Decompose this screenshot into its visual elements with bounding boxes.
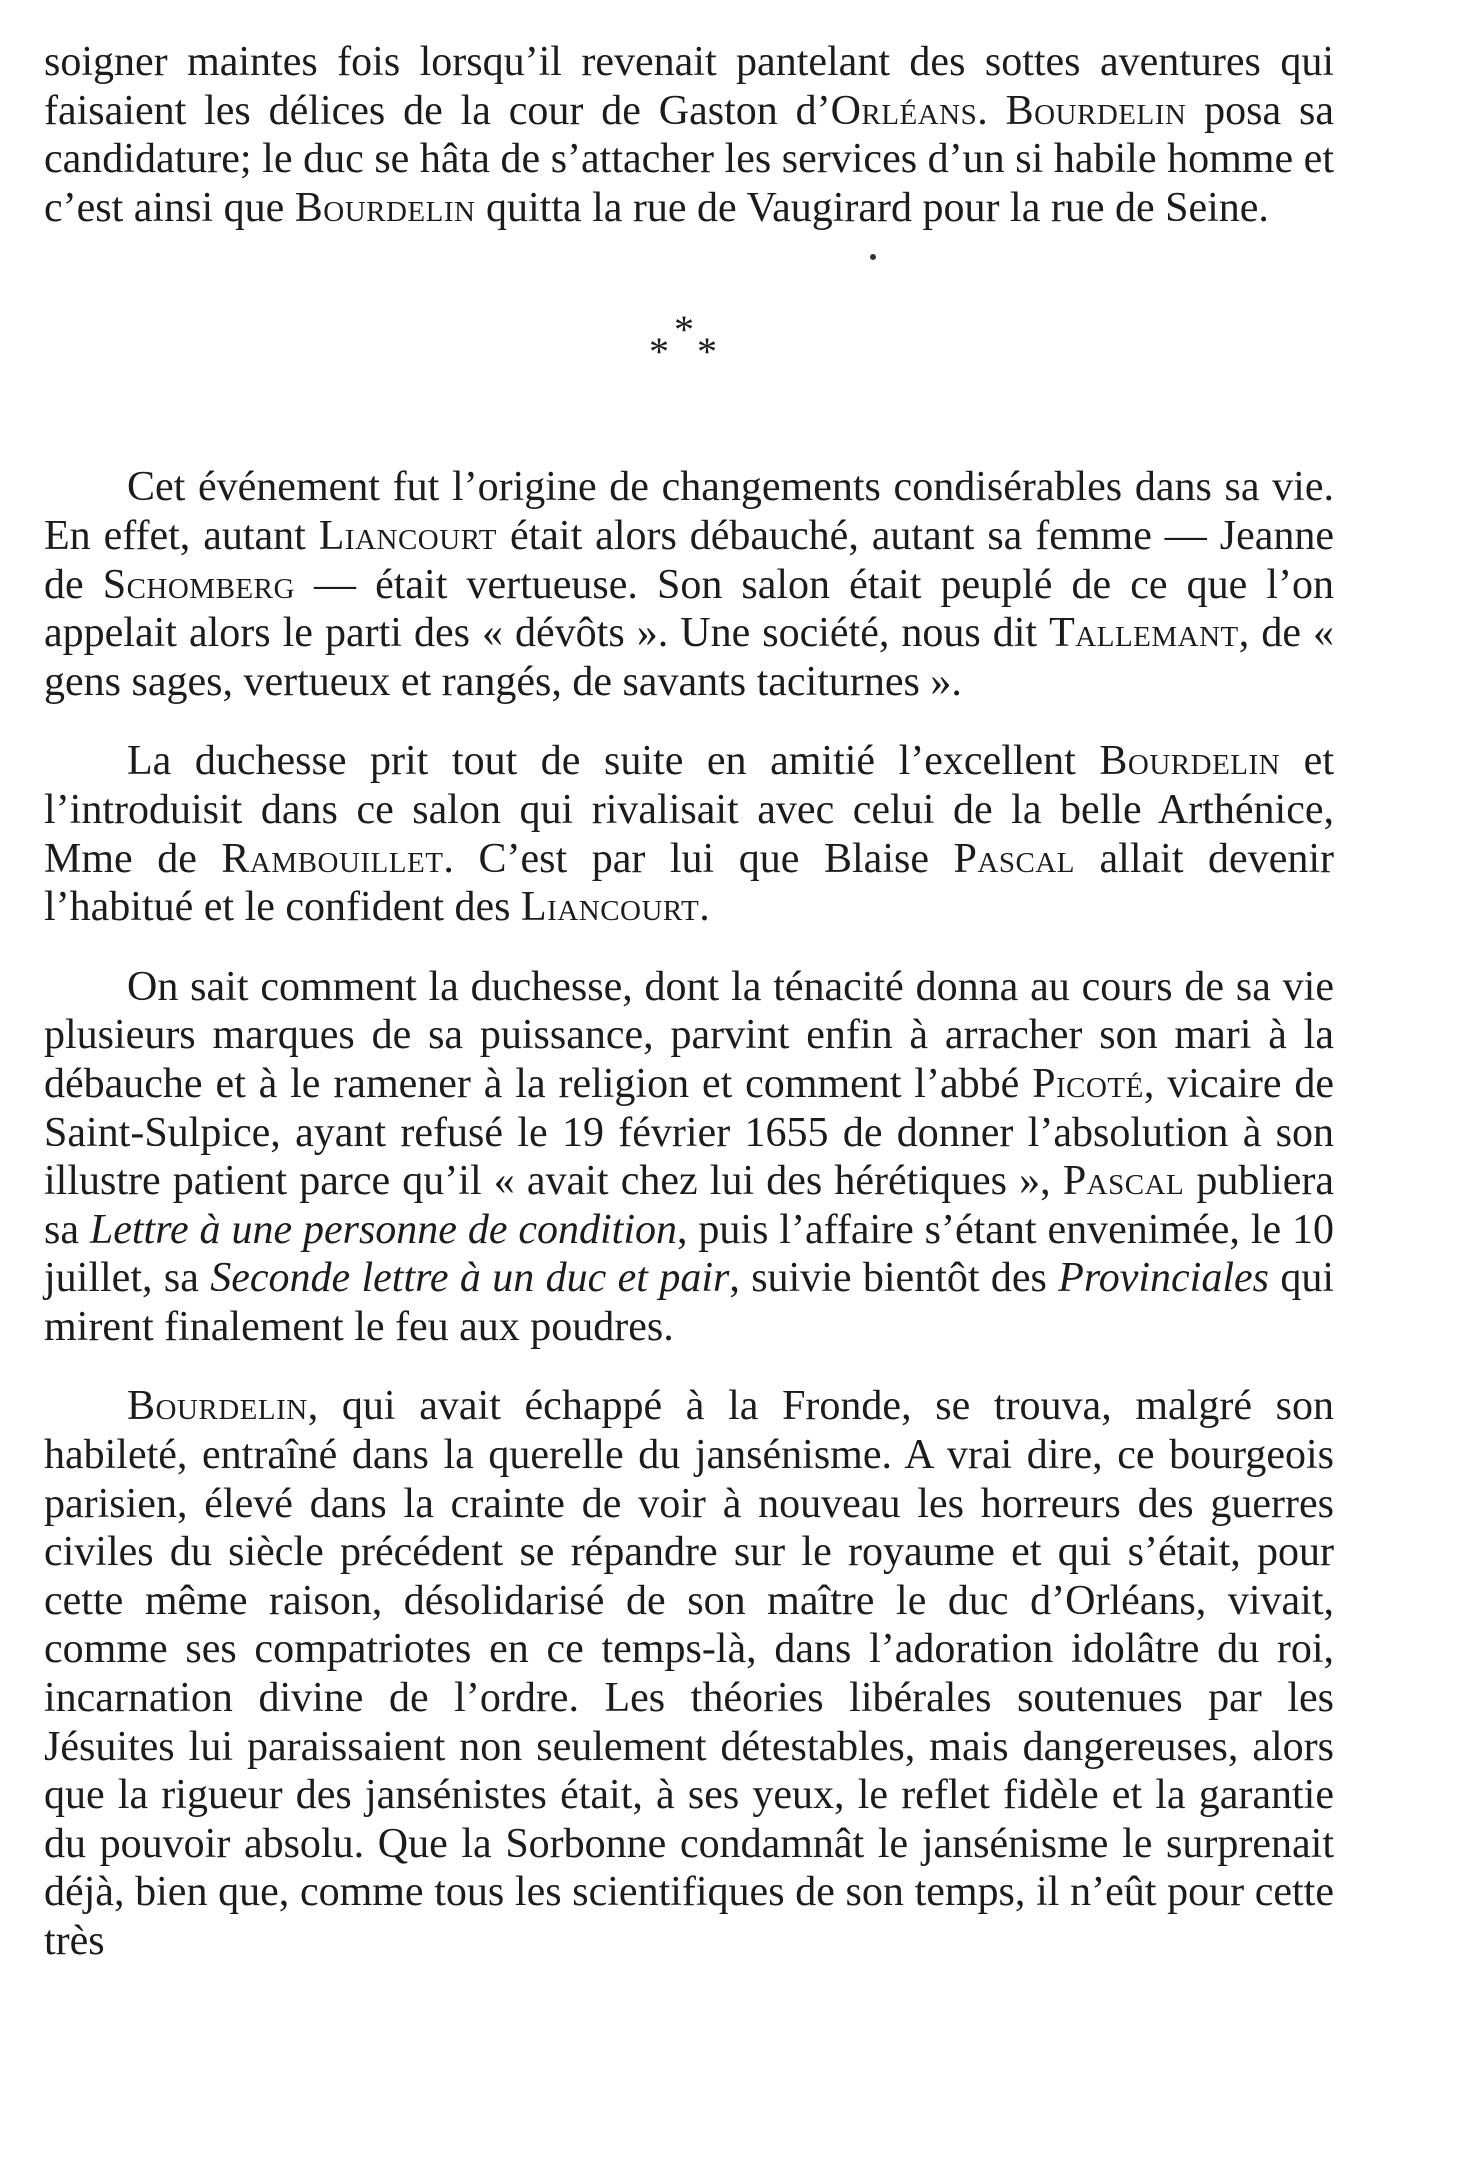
proper-name: Bourdelin bbox=[294, 184, 476, 231]
proper-name: Bourdelin bbox=[1099, 738, 1281, 785]
asterism-star-right: * bbox=[697, 329, 717, 375]
paragraph-3 bbox=[44, 737, 1334, 931]
ink-dot bbox=[870, 254, 876, 260]
text-run: allait devenir l’habitué et le confident des bbox=[44, 835, 1334, 931]
text-run: , qui avait échappé à la Fronde, se trouva, malgré son habileté, entraîné dans la querelle du jansénisme. A vrai dire, ce bourgeois parisien, élevé dans la crainte de voir à nouveau les horreurs des guerres civiles du siècle précédent se répandre sur le royaume et qui s’était, pour cette même raison, désolidarisé de son maître le duc d’Orléans, vivait, comme ses compatriotes en ce temps-là, dans l’adoration idolâtre du roi, incarnation divine de l’ordre. Les théories libérales soutenues par les Jésuites lui paraissaient non seulement détestables, mais dangereuses, alors que la rigueur des jansénistes était, à ses yeux, le reflet fidèle et la garantie du pouvoir absolu. Que la Sorbonne condamnât le jansénisme le surprenait déjà, bien que, comme tous les scientifiques de son temps, il n’eût pour cette très bbox=[44, 1383, 1334, 1964]
text-run: soigner maintes fois lorsqu’il revenait pantelant des sottes aventures qui faisaient les délices de la cour de Gaston d’ bbox=[44, 39, 1334, 134]
paragraph-4 bbox=[44, 963, 1334, 1352]
text-run: et l’introduisit dans ce salon qui rivalisait avec celui de la belle Arthénice, Mme de bbox=[44, 738, 1334, 882]
text-run: , de « gens sages, vertueux et rangés, de savants taciturnes ». bbox=[44, 610, 1334, 705]
text-run: , suivie bientôt des bbox=[729, 1255, 1059, 1302]
paragraph-1 bbox=[44, 38, 1334, 232]
text-run: Cet événement fut l’origine de changements condisérables dans sa vie. En effet, autant bbox=[44, 464, 1334, 559]
asterism-star-top: * bbox=[674, 307, 694, 353]
text-run: était alors débauché, autant sa femme — Jeanne de bbox=[44, 512, 1334, 608]
text-run: . C’est par lui que Blaise bbox=[443, 835, 954, 882]
work-title: Seconde lettre à un duc et pair bbox=[210, 1255, 730, 1302]
text-run: qui mirent finalement le feu aux poudres. bbox=[44, 1255, 1334, 1350]
text-run: La duchesse prit tout de suite en amitié l’excellent bbox=[127, 738, 1100, 785]
asterism bbox=[649, 307, 729, 375]
proper-name: Liancourt bbox=[521, 884, 700, 931]
text-run: posa sa candidature; le duc se hâta de s’attacher les services d’un si habile homme et c’est ainsi que bbox=[44, 87, 1334, 231]
proper-name: Liancourt bbox=[318, 512, 498, 559]
asterism-star-left: * bbox=[649, 329, 669, 375]
proper-name: Rambouillet bbox=[221, 835, 444, 882]
text-run: — était vertueuse. Son salon était peuplé de ce que l’on appelait alors le parti des « dévôts ». Une société, nous dit bbox=[44, 561, 1334, 657]
section-separator bbox=[44, 242, 1334, 382]
text-run: . bbox=[699, 884, 710, 931]
text-run: . bbox=[977, 87, 1006, 134]
text-run: , puis l’affaire s’étant envenimée, le 10 juillet, sa bbox=[44, 1206, 1334, 1302]
work-title: Lettre à une personne de condition bbox=[89, 1206, 678, 1253]
text-run: On sait comment la duchesse, dont la ténacité donna au cours de sa vie plusieurs marques de sa puissance, parvint enfin à arracher son mari à la débauche et à le ramener à la religion et comment l’abbé bbox=[44, 963, 1334, 1107]
text-run: publiera sa bbox=[44, 1158, 1335, 1253]
proper-name: Orléans bbox=[830, 87, 978, 134]
paragraph-5 bbox=[44, 1382, 1334, 1965]
text-run: , vicaire de Saint-Sulpice, ayant refusé le 19 février 1655 de donner l’absolution à son illustre patient parce qu’il « avait chez lui des hérétiques », bbox=[44, 1060, 1334, 1205]
proper-name: Picoté bbox=[1032, 1060, 1144, 1107]
proper-name: Schomberg bbox=[102, 561, 295, 608]
proper-name: Pascal bbox=[1062, 1158, 1185, 1205]
proper-name: Bourdelin bbox=[1005, 87, 1187, 134]
work-title: Provinciales bbox=[1058, 1255, 1269, 1302]
paragraph-2 bbox=[44, 463, 1334, 706]
text-run: quitta la rue de Vaugirard pour la rue de Seine. bbox=[475, 184, 1269, 231]
proper-name: Pascal bbox=[953, 835, 1075, 882]
proper-name: Tallemant bbox=[1049, 610, 1239, 657]
body-text bbox=[44, 38, 1334, 1966]
proper-name: Bourdelin bbox=[127, 1383, 308, 1430]
